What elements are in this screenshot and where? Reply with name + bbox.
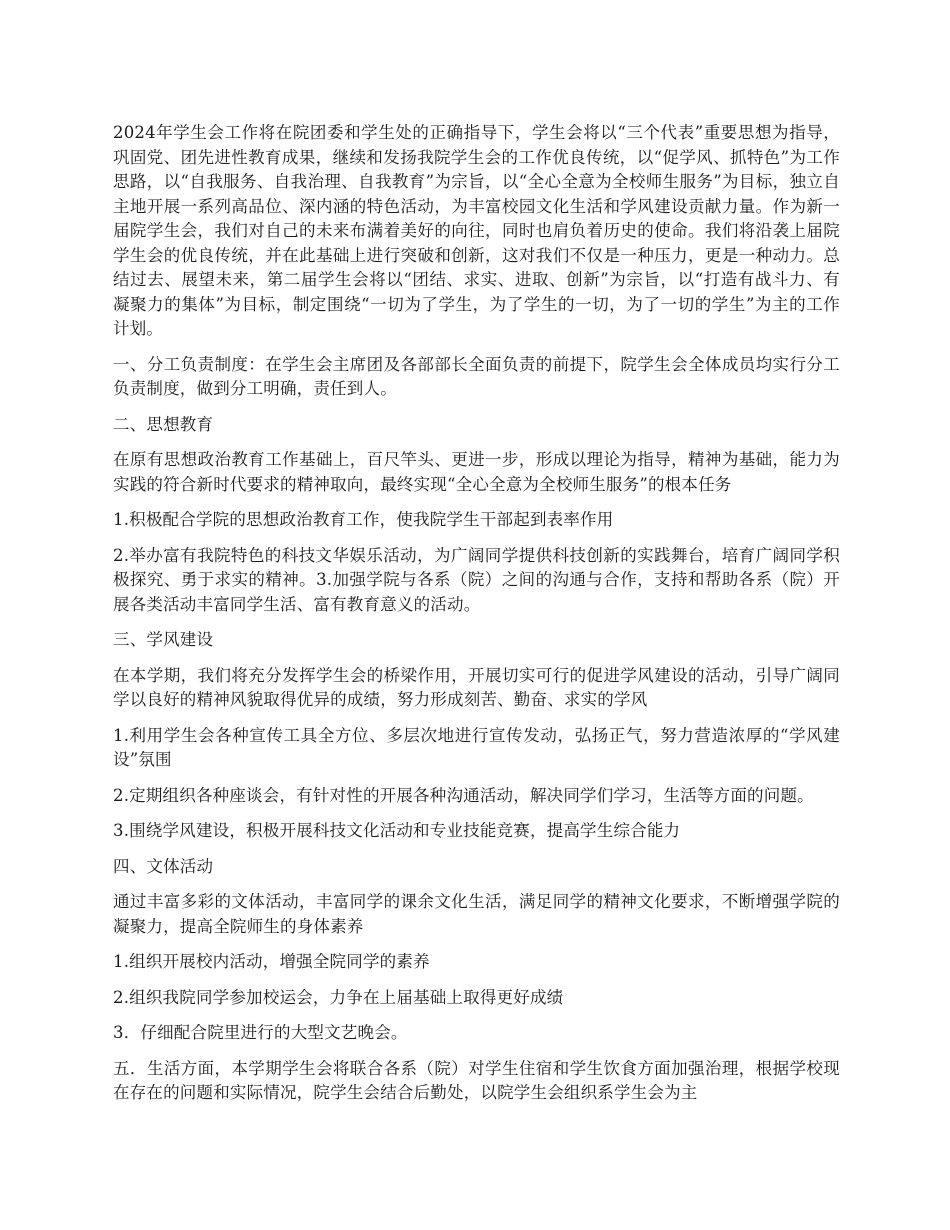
- section-5-paragraph: 五．生活方面，本学期学生会将联合各系（院）对学生住宿和学生饮食方面加强治理，根据学校现在存在的问题和实际情况，院学生会结合后勤处，以院学生会组织系学生会为主: [113, 1058, 840, 1102]
- section-4-heading: 四、文体活动: [113, 856, 214, 876]
- section-3-item-3: 3.围绕学风建设，积极开展科技文化活动和专业技能竞赛，提高学生综合能力: [113, 821, 681, 840]
- section-4-paragraph: 通过丰富多彩的文体活动，丰富同学的课余文化生活，满足同学的精神文化要求，不断增强学院的凝聚力，提高全院师生的身体素养: [113, 892, 840, 936]
- section-2-item-2: 2.举办富有我院特色的科技文华娱乐活动，为广阔同学提供科技创新的实践舞台，培育广阔同学积极探究、勇于求实的精神。3.加强学院与各系（院）之间的沟通与合作，支持和帮助各系（院）开展各类活动丰富同学生活、富有教育意义的活动。: [113, 545, 840, 614]
- section-4-item-1: 1.组织开展校内活动，增强全院同学的素养: [113, 952, 430, 971]
- section-1-division-of-duties: 一、分工负责制度：在学生会主席团及各部部长全面负责的前提下，院学生会全体成员均实行分工负责制度，做到分工明确，责任到人。: [113, 354, 840, 398]
- section-3-heading: 三、学风建设: [113, 630, 214, 649]
- section-3-item-1: 1.利用学生会各种宣传工具全方位、多层次地进行宣传发动，弘扬正气，努力营造浓厚的“学风建设”氛围: [113, 725, 840, 769]
- section-4-item-3: 3．仔细配合院里进行的大型文艺晚会。: [113, 1023, 408, 1042]
- section-2-heading: 二、思想教育: [113, 414, 214, 434]
- section-3-paragraph: 在本学期，我们将充分发挥学生会的桥梁作用，开展切实可行的促进学风建设的活动，引导广阔同学以良好的精神风貌取得优异的成绩，努力形成刻苦、勤奋、求实的学风: [113, 665, 840, 709]
- document-body: [113, 121, 840, 1117]
- section-4-item-2: 2.组织我院同学参加校运会，力争在上届基础上取得更好成绩: [113, 987, 564, 1007]
- intro-paragraph: 2024年学生会工作将在院团委和学生处的正确指导下，学生会将以“三个代表”重要思想为指导，巩固党、团先进性教育成果，继续和发扬我院学生会的工作优良传统，以“促学风、抓特色”为工作思路，以“自我服务、自我治理、自我教育”为宗旨，以“全心全意为全校师生服务”为目标，独立自主地开展一系列高品位、深内涵的特色活动，为丰富校园文化生活和学风建设贡献力量。作为新一届院学生会，我们对自己的未来布满着美好的向往，同时也肩负着历史的使命。我们将沿袭上届院学生会的优良传统，并在此基础上进行突破和创新，这对我们不仅是一种压力，更是一种动力。总结过去、展望未来，第二届学生会将以“团结、求实、进取、创新”为宗旨，以“打造有战斗力、有凝聚力的集体”为目标，制定围绕“一切为了学生，为了学生的一切，为了一切的学生”为主的工作计划。: [113, 123, 840, 338]
- section-3-item-2: 2.定期组织各种座谈会，有针对性的开展各种沟通活动，解决同学们学习，生活等方面的问题。: [113, 785, 814, 805]
- section-2-paragraph: 在原有思想政治教育工作基础上，百尺竿头、更进一步，形成以理论为指导，精神为基础，能力为实践的符合新时代要求的精神取向，最终实现“全心全意为全校师生服务”的根本任务: [113, 450, 840, 494]
- section-2-item-1: 1.积极配合学院的思想政治教育工作，使我院学生干部起到表率作用: [113, 510, 614, 529]
